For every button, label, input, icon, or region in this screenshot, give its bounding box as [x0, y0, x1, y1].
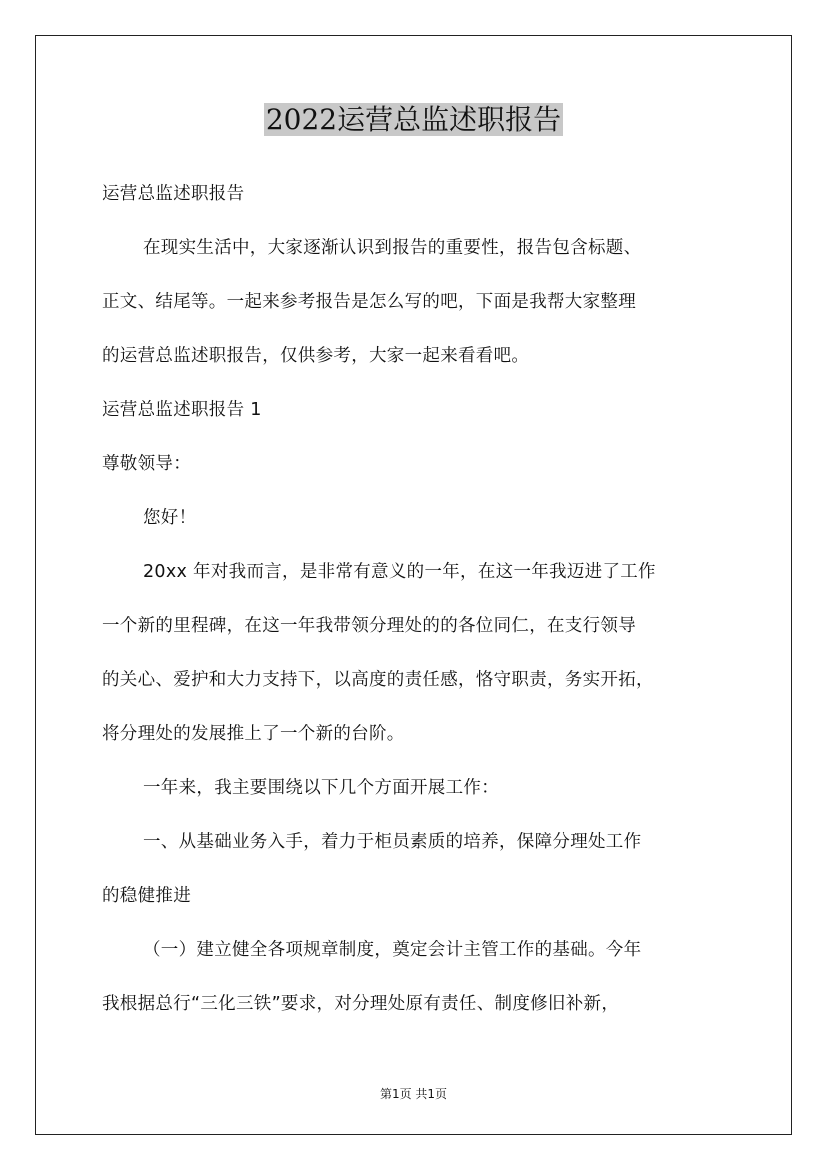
greeting: 您好！ — [143, 508, 197, 528]
paragraph-line: （一）建立健全各项规章制度，奠定会计主管工作的基础。今年 — [143, 940, 642, 960]
paragraph-line: 一个新的里程碑，在这一年我带领分理处的的各位同仁，在支行领导 — [102, 616, 636, 636]
subtitle-line: 运营总监述职报告 — [102, 184, 245, 204]
paragraph-line: 的关心、爱护和大力支持下，以高度的责任感，恪守职责，务实开拓， — [102, 670, 654, 690]
page-number-footer: 第1页 共1页 — [379, 1087, 448, 1101]
paragraph-line: 的运营总监述职报告，仅供参考，大家一起来看看吧。 — [102, 346, 530, 366]
salutation: 尊敬领导： — [102, 454, 191, 474]
paragraph-line: 一年来，我主要围绕以下几个方面开展工作： — [143, 778, 499, 798]
paragraph-line: 一、从基础业务入手，着力于柜员素质的培养，保障分理处工作 — [143, 832, 642, 852]
paragraph-line: 正文、结尾等。一起来参考报告是怎么写的吧，下面是我帮大家整理 — [102, 292, 636, 312]
paragraph-line: 在现实生活中，大家逐渐认识到报告的重要性，报告包含标题、 — [143, 238, 642, 258]
document-title-wrapper — [0, 100, 827, 140]
paragraph-line: 我根据总行“三化三铁”要求，对分理处原有责任、制度修旧补新， — [102, 994, 620, 1014]
section-heading: 运营总监述职报告 1 — [102, 400, 262, 420]
paragraph-line: 将分理处的发展推上了一个新的台阶。 — [102, 724, 405, 744]
paragraph-line: 20xx 年对我而言，是非常有意义的一年，在这一年我迈进了工作 — [143, 562, 656, 582]
paragraph-line: 的稳健推进 — [102, 886, 191, 906]
document-title: 2022运营总监述职报告 — [265, 103, 562, 136]
